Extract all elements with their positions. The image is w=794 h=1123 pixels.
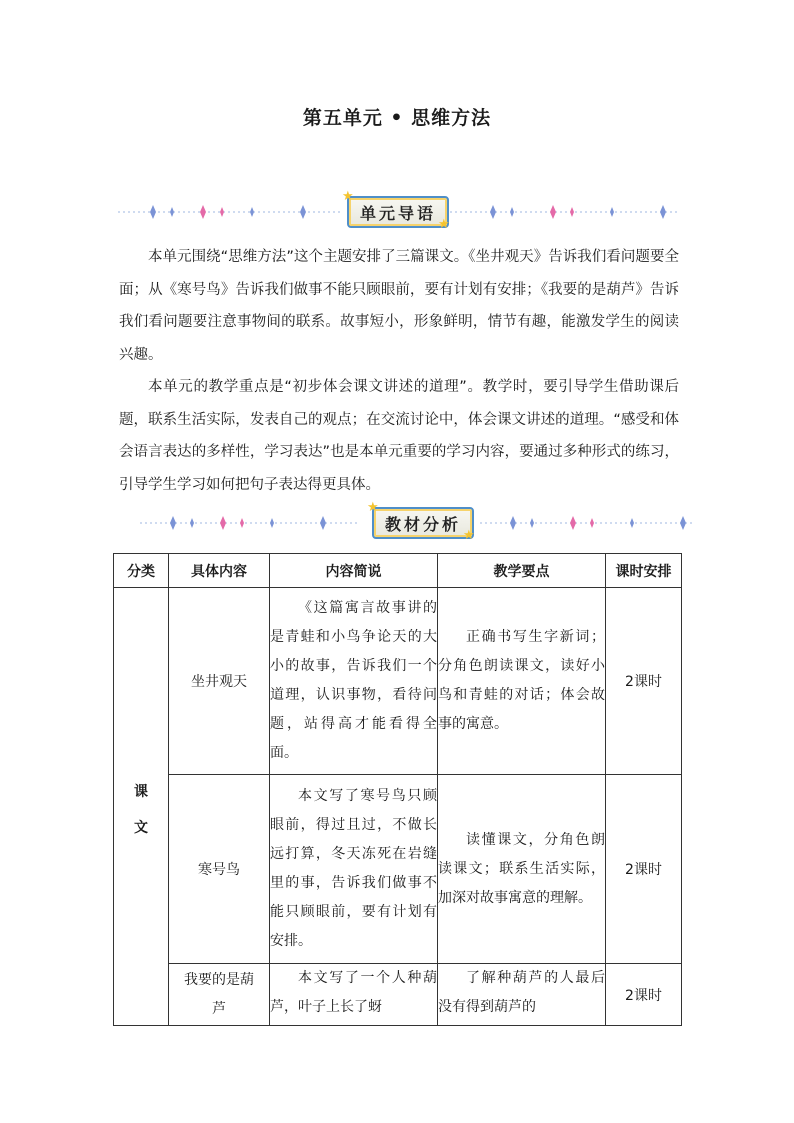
summary-cell: 本文写了寒号鸟只顾眼前，得过且过，不做长远打算，冬天冻死在岩缝里的事，告诉我们做事不能只顾眼前，要有计划有安排。 [270, 775, 438, 964]
page-title: 第五单元 • 思维方法 [302, 107, 492, 129]
content-cell: 坐井观天 [169, 588, 270, 775]
intro-text [119, 241, 679, 501]
header-points: 教学要点 [438, 554, 606, 588]
hours-cell: 2课时 [606, 588, 682, 775]
header-hours: 课时安排 [606, 554, 682, 588]
summary-cell: 本文写了一个人种葫芦，叶子上长了蚜 [270, 964, 438, 1026]
section-badge: 单元导语 [347, 196, 449, 228]
points-cell: 正确书写生字新词；分角色朗读课文，读好小鸟和青蛙的对话；体会故事的寓意。 [438, 588, 606, 775]
section-banner-analysis [110, 500, 700, 543]
category-char: 文 [134, 820, 148, 836]
intro-paragraph-2: 本单元的教学重点是“初步体会课文讲述的道理”。教学时，要引导学生借助课后题，联系生活实际，发表自己的观点；在交流讨论中，体会课文讲述的道理。“感受和体会语言表达的多样性，学习表达”也是本单元重要的学习内容，要通过多种形式的练习，引导学生学习如何把句子表达得更具体。 [119, 379, 679, 493]
star-icon: ★ [342, 189, 354, 204]
header-summary: 内容简说 [270, 554, 438, 588]
category-char: 课 [134, 784, 148, 800]
points-cell: 了解种葫芦的人最后没有得到葫芦的 [438, 964, 606, 1026]
summary-cell: 《这篇寓言故事讲的是青蛙和小鸟争论天的大小的故事，告诉我们一个道理，认识事物，看待问题，站得高才能看得全面。 [270, 588, 438, 775]
section-banner-guide [110, 189, 700, 232]
table-row [114, 588, 682, 775]
header-content: 具体内容 [169, 554, 270, 588]
section-badge: 教材分析 [372, 507, 474, 539]
analysis-table [113, 553, 682, 1026]
table-row [114, 964, 682, 1026]
header-category: 分类 [114, 554, 169, 588]
content-cell: 我要的是葫芦 [169, 964, 270, 1026]
star-icon: ★ [438, 217, 450, 232]
table-row [114, 775, 682, 964]
hours-cell: 2课时 [606, 964, 682, 1026]
hours-cell: 2课时 [606, 775, 682, 964]
points-cell: 读懂课文，分角色朗读课文；联系生活实际，加深对故事寓意的理解。 [438, 775, 606, 964]
star-icon: ★ [367, 500, 379, 515]
category-cell [114, 588, 169, 1026]
intro-paragraph-1: 本单元围绕“思维方法”这个主题安排了三篇课文。《坐井观天》告诉我们看问题要全面；从《寒号鸟》告诉我们做事不能只顾眼前，要有计划有安排；《我要的是葫芦》告诉我们看问题要注意事物间的联系。故事短小，形象鲜明，情节有趣，能激发学生的阅读兴趣。 [119, 249, 679, 363]
content-cell: 寒号鸟 [169, 775, 270, 964]
star-icon: ★ [463, 528, 475, 543]
table-header-row [114, 554, 682, 588]
